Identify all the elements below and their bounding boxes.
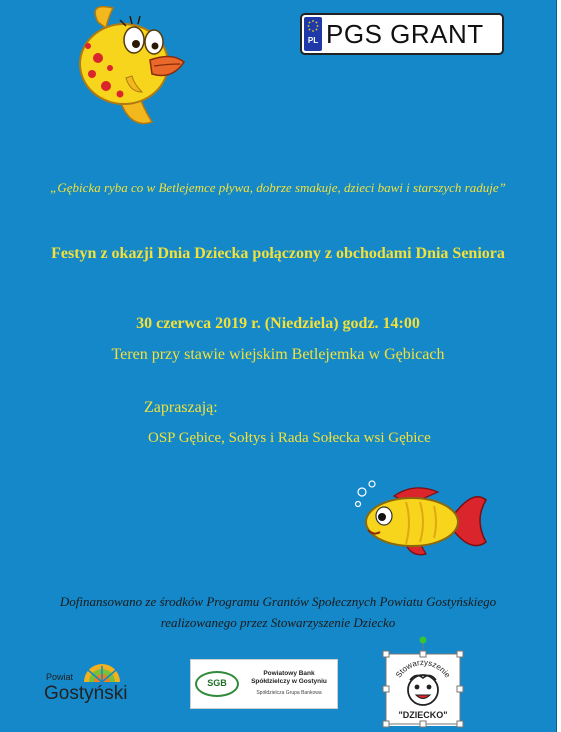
rotate-handle[interactable] (420, 637, 427, 644)
event-location: Teren przy stawie wiejskim Betlejemka w Gębicach (111, 346, 445, 363)
eu-stars-icon (304, 17, 322, 51)
sgb-bank-name: Powiatowy Bank Spółdzielczy w Gostyniu (251, 670, 327, 685)
powiat-gostynski-logo (44, 664, 144, 710)
invitation-label: Zapraszają: (144, 399, 218, 416)
invitation-hosts: OSP Gębice, Sołtys i Rada Sołecka wsi Gębice (148, 430, 431, 446)
event-title: Festyn z okazji Dnia Dziecka połączony z obchodami Dnia Seniora (51, 245, 505, 262)
association-name: "DZIECKO" (398, 710, 448, 720)
resize-handle[interactable] (457, 651, 463, 657)
poster-quote: „Gębicka ryba co w Betlejemce pływa, dobrze smakuje, dzieci bawi i starszych raduje” (50, 180, 506, 195)
sgb-group-name: Spółdzielcza Grupa Bankowa (256, 690, 322, 696)
bank-sgb-logo (190, 659, 338, 709)
powiat-label: Powiat (46, 672, 74, 682)
cartoon-fish-illustration (68, 2, 194, 130)
stowarzyszenie-dziecko-logo[interactable] (386, 654, 460, 726)
resize-handle[interactable] (383, 651, 389, 657)
gostynski-label: Gostyński (44, 683, 128, 704)
event-datetime: 30 czerwca 2019 r. (Niedziela) godz. 14:00 (136, 315, 420, 332)
goldfish-illustration (350, 478, 490, 562)
association-arc-text: Stowarzyszenie (393, 657, 453, 680)
plate-country-code: PL (307, 36, 319, 45)
resize-handle[interactable] (383, 686, 389, 692)
resize-handle[interactable] (420, 721, 426, 727)
sgb-badge (195, 671, 239, 697)
sunrise-icon (80, 664, 124, 684)
selection-handles[interactable] (378, 636, 468, 726)
resize-handle[interactable] (420, 651, 426, 657)
resize-handle[interactable] (457, 721, 463, 727)
plate-title: PGS GRANT (326, 19, 484, 49)
pgs-grant-plate-logo (300, 13, 504, 55)
resize-handle[interactable] (457, 686, 463, 692)
funding-note: Dofinansowano ze środków Programu Grantów Społecznych Powiatu Gostyńskiego realizowanego przez Stowarzyszenie Dziecko (59, 594, 497, 630)
sgb-badge-text: SGB (207, 678, 227, 688)
resize-handle[interactable] (383, 721, 389, 727)
